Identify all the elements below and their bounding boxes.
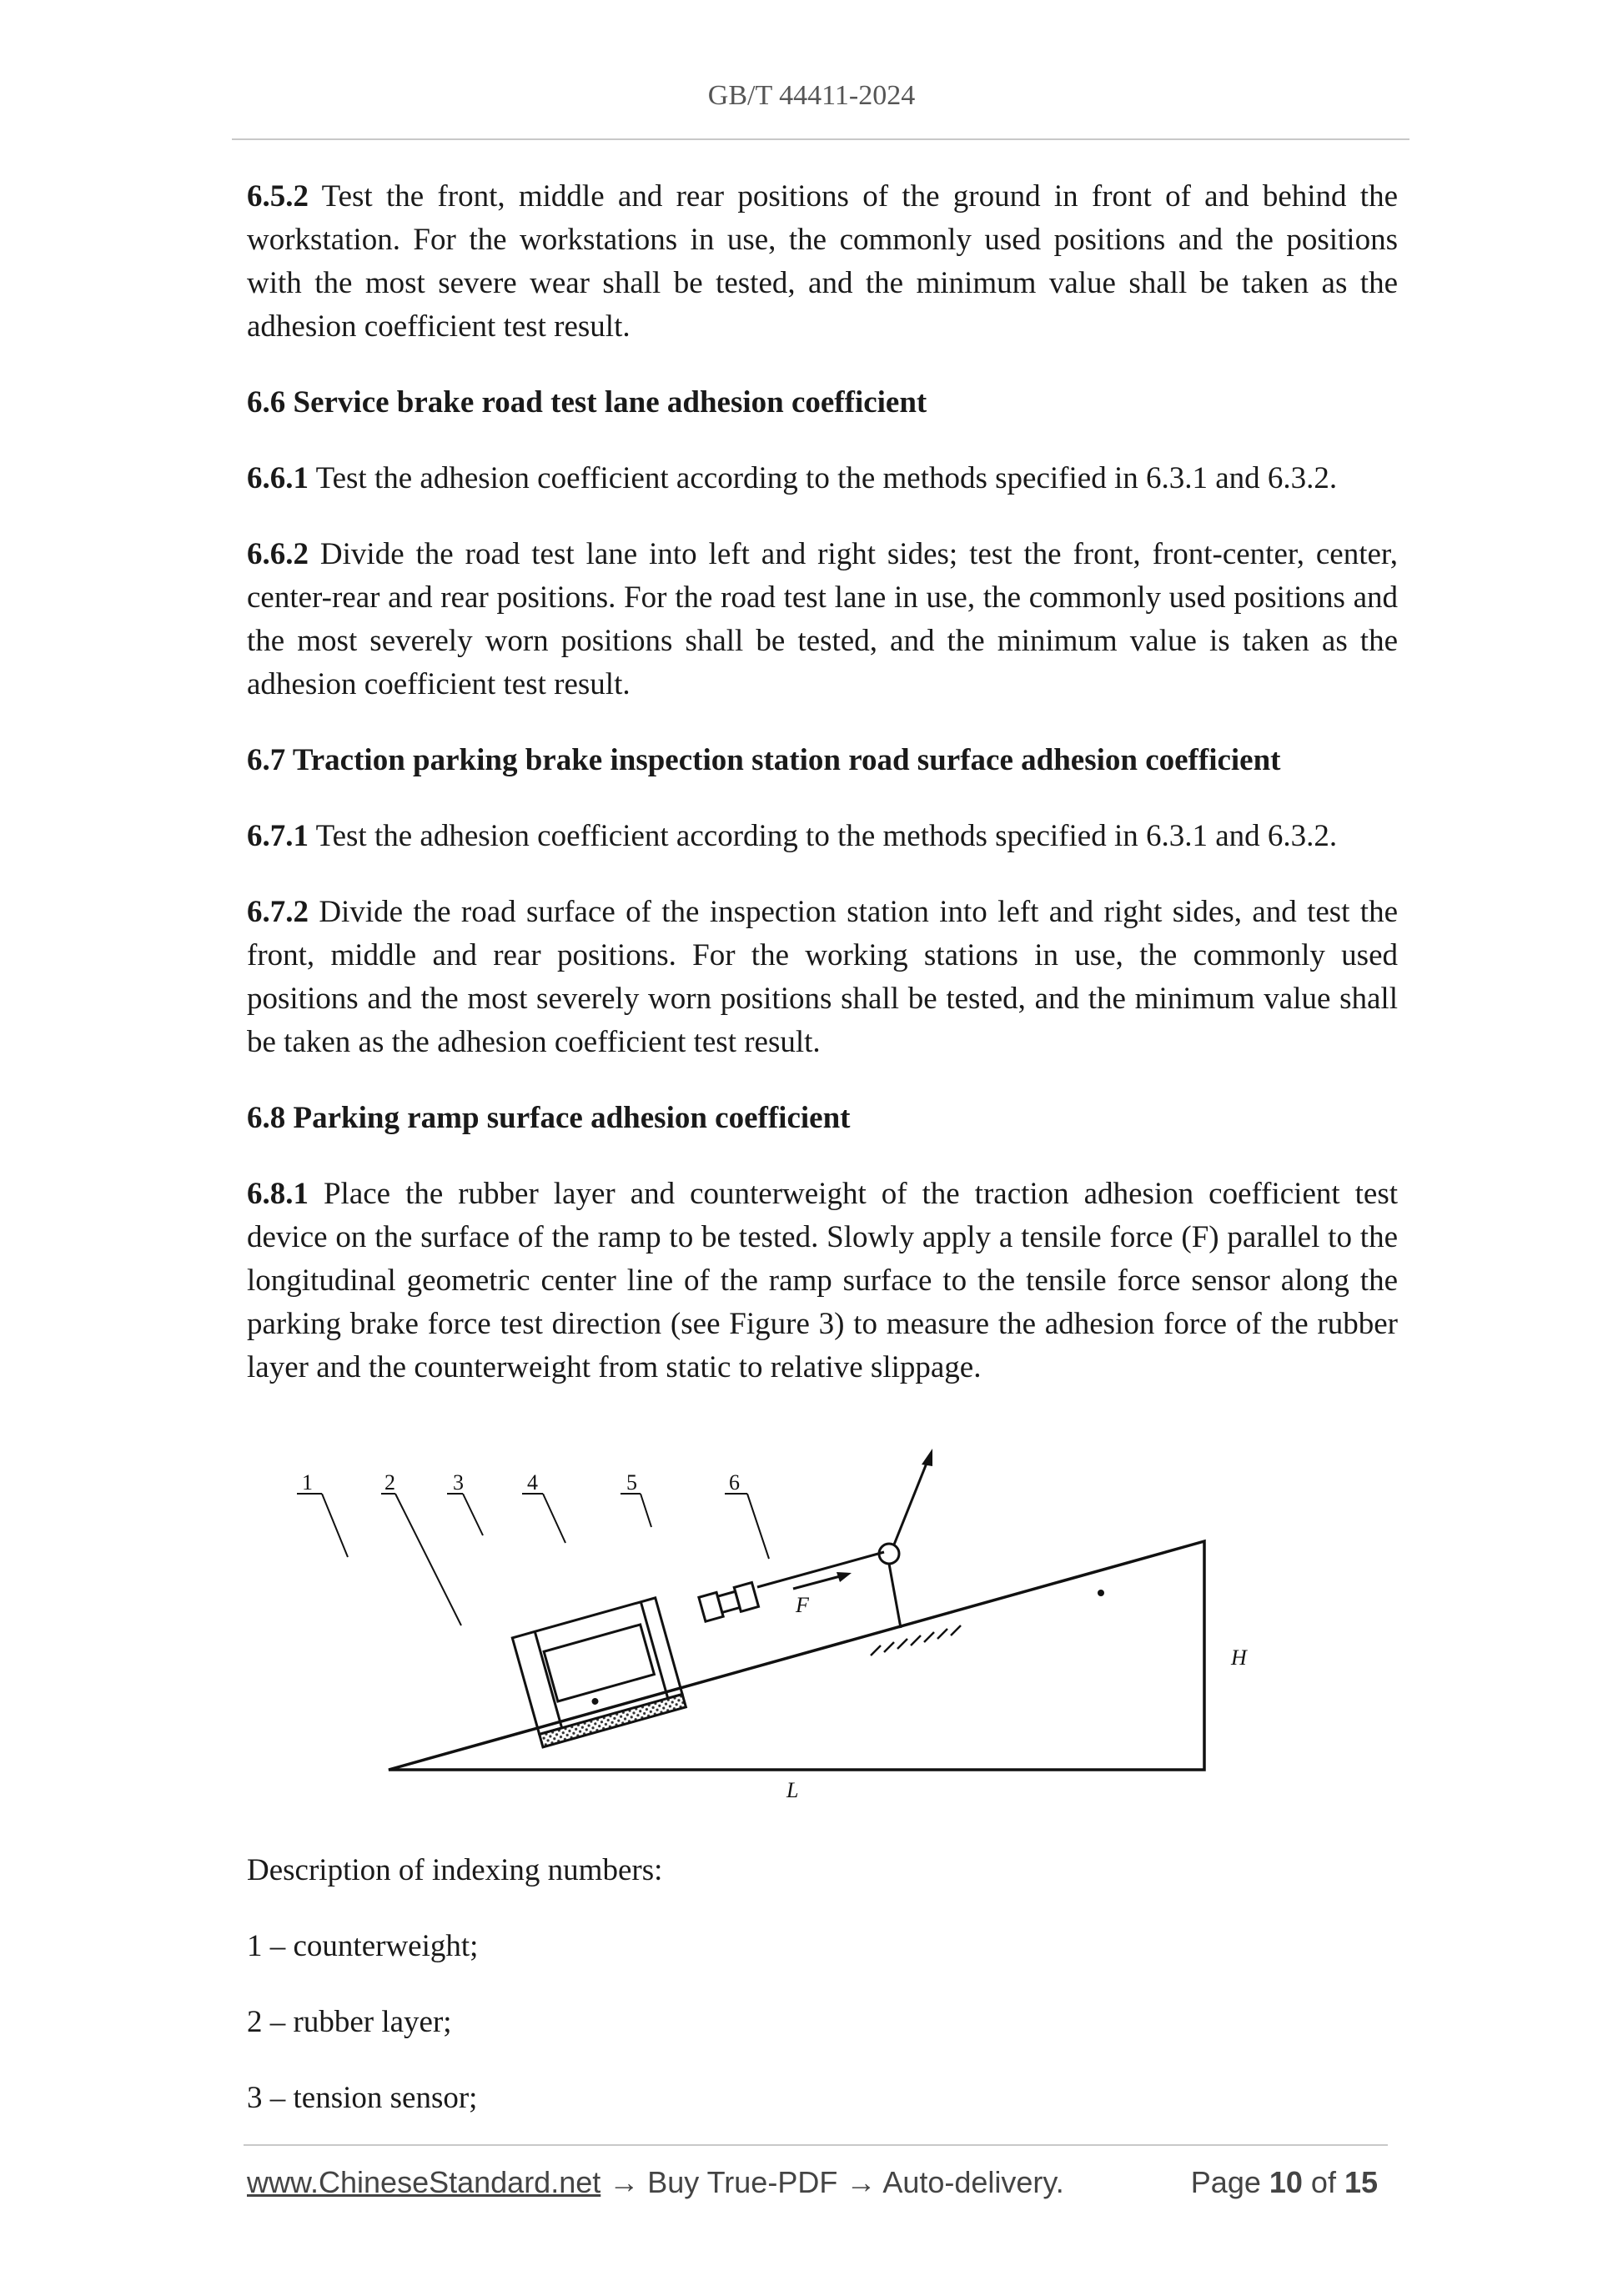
footer-tagline: → Buy True-PDF → Auto-delivery. [600, 2165, 1064, 2199]
legend-title: Description of indexing numbers: [247, 1853, 663, 1887]
pull-rope [894, 1457, 929, 1545]
counterweight-dot [591, 1697, 600, 1706]
heading-6-6: 6.6 Service brake road test lane adhesion coefficient [247, 385, 927, 420]
paragraph-6-5-2 [247, 175, 1398, 349]
force-arrowhead [837, 1572, 852, 1582]
paragraph-6-7-1 [247, 815, 1398, 858]
callout-label-3: 3 [453, 1470, 464, 1495]
clause-number: 6.8.1 [247, 1177, 309, 1211]
clause-number: 6.7.1 [247, 819, 309, 853]
of-word: of [1302, 2165, 1344, 2199]
clause-text: Test the front, middle and rear positions of the ground in front of and behind the workstation. For the workstations in use, the commonly used positions and the positions with the most severe wear shall be tested, and the minimum value shall be taken as the adhesion coefficient test result. [247, 179, 1398, 344]
page-indicator [1191, 2165, 1378, 2200]
callout-label-6: 6 [729, 1470, 740, 1495]
header-divider [232, 138, 1409, 140]
page-footer [247, 2165, 1388, 2205]
page-total: 15 [1344, 2165, 1378, 2199]
tension-sensor [699, 1582, 759, 1621]
height-label: H [1231, 1645, 1247, 1670]
pull-arrowhead [922, 1449, 932, 1466]
force-arrow [793, 1575, 843, 1589]
pulley-support [889, 1564, 901, 1628]
footer-promo [247, 2165, 1064, 2200]
legend-item: 2 – rubber layer; [247, 2005, 452, 2039]
clause-number: 6.6.1 [247, 461, 309, 495]
paragraph-6-6-1 [247, 457, 1398, 500]
clause-text: Divide the road test lane into left and right sides; test the front, front-center, center, center-rear and rear positions. For the road test lane in use, the commonly used positions and the most severely worn positions shall be tested, and the minimum value is taken as the adhesion coefficient test result. [247, 537, 1398, 701]
force-label: F [796, 1593, 809, 1617]
clause-text: Place the rubber layer and counterweight of the traction adhesion coefficient test device on the surface of the ramp to be tested. Slowly apply a tensile force (F) parallel to the longitudinal geometric center line of the ramp surface to the tensile force sensor along the parking brake force test direction (see Figure 3) to measure the adhesion force of the rubber layer and the counterweight from static to relative slippage. [247, 1177, 1398, 1384]
clause-text: Divide the road surface of the inspection station into left and right sides, and test the front, middle and rear positions. For the working stations in use, the commonly used positions and the most severely worn positions shall be tested, and the minimum value shall be taken as the adhesion coefficient test result. [247, 895, 1398, 1059]
paragraph-6-6-2 [247, 533, 1398, 706]
document-body [247, 175, 1398, 2153]
paragraph-6-7-2 [247, 891, 1398, 1064]
document-header: GB/T 44411-2024 [707, 80, 916, 111]
clause-number: 6.7.2 [247, 895, 309, 929]
length-label: L [786, 1778, 799, 1802]
callout-label-1: 1 [302, 1470, 313, 1495]
callout-label-4: 4 [527, 1470, 538, 1495]
page-word: Page [1190, 2165, 1269, 2199]
legend-item: 3 – tension sensor; [247, 2081, 478, 2115]
clause-text: Test the adhesion coefficient according to the methods specified in 6.3.1 and 6.3.2. [309, 819, 1338, 853]
figure-3-ramp-test-diagram [247, 1422, 1398, 1814]
page-number: 10 [1269, 2165, 1303, 2199]
clause-text: Test the adhesion coefficient according to the methods specified in 6.3.1 and 6.3.2. [309, 461, 1338, 495]
ramp-point [1098, 1590, 1104, 1596]
clause-number: 6.5.2 [247, 179, 309, 214]
footer-divider [244, 2144, 1388, 2146]
website-link[interactable]: www.ChineseStandard.net [247, 2165, 601, 2199]
legend-item: 1 – counterweight; [247, 1929, 479, 1963]
heading-6-7: 6.7 Traction parking brake inspection station road surface adhesion coefficient [247, 743, 1281, 777]
counterweight-block [544, 1625, 654, 1701]
paragraph-6-8-1 [247, 1173, 1398, 1389]
ramp-diagram-svg [247, 1422, 1398, 1814]
callout-label-5: 5 [626, 1470, 637, 1495]
counterweight-frame [512, 1598, 686, 1747]
clause-number: 6.6.2 [247, 537, 309, 571]
heading-6-8: 6.8 Parking ramp surface adhesion coefficient [247, 1101, 851, 1135]
callout-label-2: 2 [384, 1470, 395, 1495]
leader-lines [297, 1494, 769, 1625]
